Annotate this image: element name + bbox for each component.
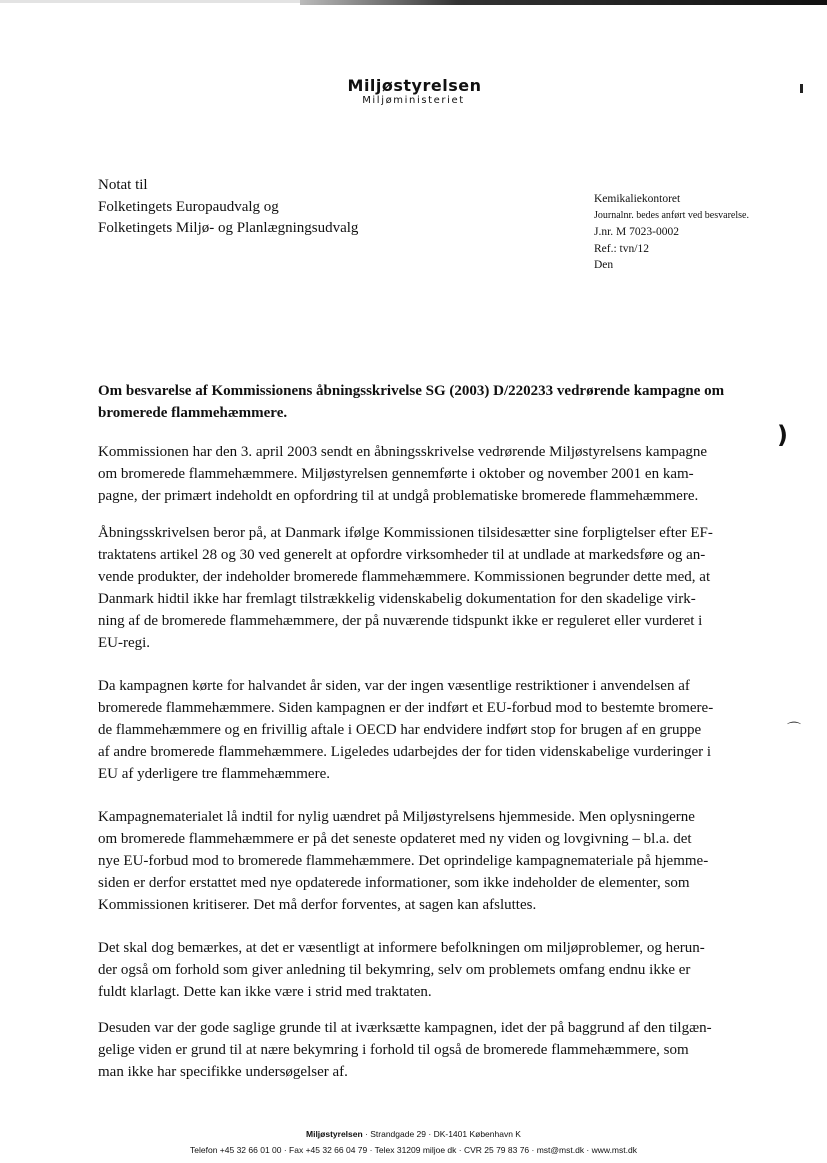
text-line: nye EU-forbud mod to bromerede flammehæmmere. Det oprindelige kampagnemateriale på hjemme- (98, 853, 709, 869)
letterhead-ministry: Miljøministeriet (362, 95, 465, 106)
footer-contact: Telefon +45 32 66 01 00 · Fax +45 32 66 04 79 · Telex 31209 miljoe dk · CVR 25 79 83 76 · mst@mst.dk · www.mst.dk (190, 1145, 637, 1155)
text-line: om bromerede flammehæmmere. Miljøstyrelsen gennemførte i oktober og november 2001 en kam- (98, 466, 694, 482)
text-line: Kampagnematerialet lå indtil for nylig uændret på Miljøstyrelsens hjemmeside. Men oplysningerne (98, 809, 695, 825)
text-line: Desuden var der gode saglige grunde til at iværksætte kampagnen, idet der på baggrund af den tilgæn- (98, 1020, 712, 1036)
date-label: Den (594, 259, 614, 271)
text-line: om bromerede flammehæmmere er på det seneste opdateret med ny viden og lovgivning – bl.a. det (98, 831, 692, 847)
reference-id: Ref.: tvn/12 (594, 242, 649, 255)
scan-speck (800, 84, 803, 93)
scan-edge-light (0, 0, 300, 3)
footer-brand: Miljøstyrelsen (306, 1129, 363, 1139)
footer (0, 1126, 827, 1158)
scan-artifact-mark: ⌒ (787, 722, 801, 738)
journal-number: J.nr. M 7023-0002 (594, 226, 679, 238)
text-line: bromerede flammehæmmere. Siden kampagnen er der indført et EU-forbud mod to bestemte bromere- (98, 700, 714, 716)
paragraph-6 (98, 1017, 738, 1083)
heading-line: Om besvarelse af Kommissionens åbningsskrivelse SG (2003) D/220233 vedrørende kampagne om (98, 383, 725, 399)
text-line: EU-regi. (98, 635, 151, 651)
paragraph-4 (98, 806, 738, 916)
recipient-line: Folketingets Europaudvalg og (98, 198, 279, 215)
paragraph-5 (98, 937, 738, 1003)
recipient-block (98, 175, 358, 240)
text-line: Åbningsskrivelsen beror på, at Danmark ifølge Kommissionen tilsidesætter sine forpligtelser efter EF- (98, 525, 713, 541)
text-line: vende produkter, der indeholder bromerede flammehæmmere. Kommissionen begrunder dette med, at (98, 569, 711, 585)
text-line: Danmark hidtil ikke har fremlagt tilstrækkelig videnskabelig dokumentation for den skadelige virk- (98, 591, 696, 607)
text-line: Det skal dog bemærkes, at det er væsentligt at informere befolkningen om miljøproblemer, og herun- (98, 940, 705, 956)
text-line: pagne, der primært indeholdt en opfordring til at undgå problematiske bromerede flammehæmmere. (98, 488, 699, 504)
text-line: Kommissionen har den 3. april 2003 sendt en åbningsskrivelse vedrørende Miljøstyrelsens kampagne (98, 444, 708, 460)
text-line: siden er derfor erstattet med nye opdaterede informationer, som ikke indeholder de elementer, som (98, 875, 690, 891)
heading-line: bromerede flammehæmmere. (98, 405, 288, 421)
reference-block (594, 191, 749, 274)
letterhead (0, 76, 827, 106)
text-line: gelige viden er grund til at nære bekymring i forhold til også de bromerede flammehæmmere, som (98, 1042, 689, 1058)
text-line: Da kampagnen kørte for halvandet år siden, var der ingen væsentlige restriktioner i anvendelsen af (98, 678, 690, 694)
footer-address: · Strandgade 29 · DK-1401 København K (362, 1129, 521, 1139)
punch-hole-mark: ) (777, 421, 788, 449)
paragraph-2 (98, 522, 738, 654)
recipient-line: Folketingets Miljø- og Planlægningsudvalg (98, 220, 359, 236)
document-heading (98, 380, 748, 424)
office-name: Kemikaliekontoret (594, 193, 681, 205)
paragraph-3 (98, 675, 738, 785)
text-line: fuldt klarlagt. Dette kan ikke være i strid med traktaten. (98, 984, 432, 1000)
paragraph-1 (98, 441, 738, 507)
letterhead-brand: Miljøstyrelsen (347, 76, 482, 95)
text-line: man ikke har specifikke undersøgelser af. (98, 1064, 348, 1080)
text-line: EU af yderligere tre flammehæmmere. (98, 766, 330, 782)
text-line: de flammehæmmere og en frivillig aftale i OECD har endvidere indført stop for brugen af en gruppe (98, 722, 702, 738)
text-line: ning af de bromerede flammehæmmere, der på nuværende tidspunkt ikke er reguleret eller vurderet i (98, 613, 703, 629)
text-line: af andre bromerede flammehæmmere. Ligeledes udarbejdes der for tiden videnskabelige vurderinger i (98, 744, 712, 760)
recipient-line: Notat til (98, 177, 148, 193)
text-line: Kommissionen kritiserer. Det må derfor forventes, at sagen kan afsluttes. (98, 897, 537, 913)
scan-edge-dark (300, 0, 827, 5)
text-line: der også om forhold som giver anledning til bekymring, selv om problemets omfang endnu ikke er (98, 962, 691, 978)
journal-note: Journalnr. bedes anført ved besvarelse. (594, 209, 749, 221)
footer-address-line (0, 1126, 827, 1142)
text-line: traktatens artikel 28 og 30 ved generelt at opfordre virksomheder til at undlade at markedsføre og an- (98, 547, 706, 563)
